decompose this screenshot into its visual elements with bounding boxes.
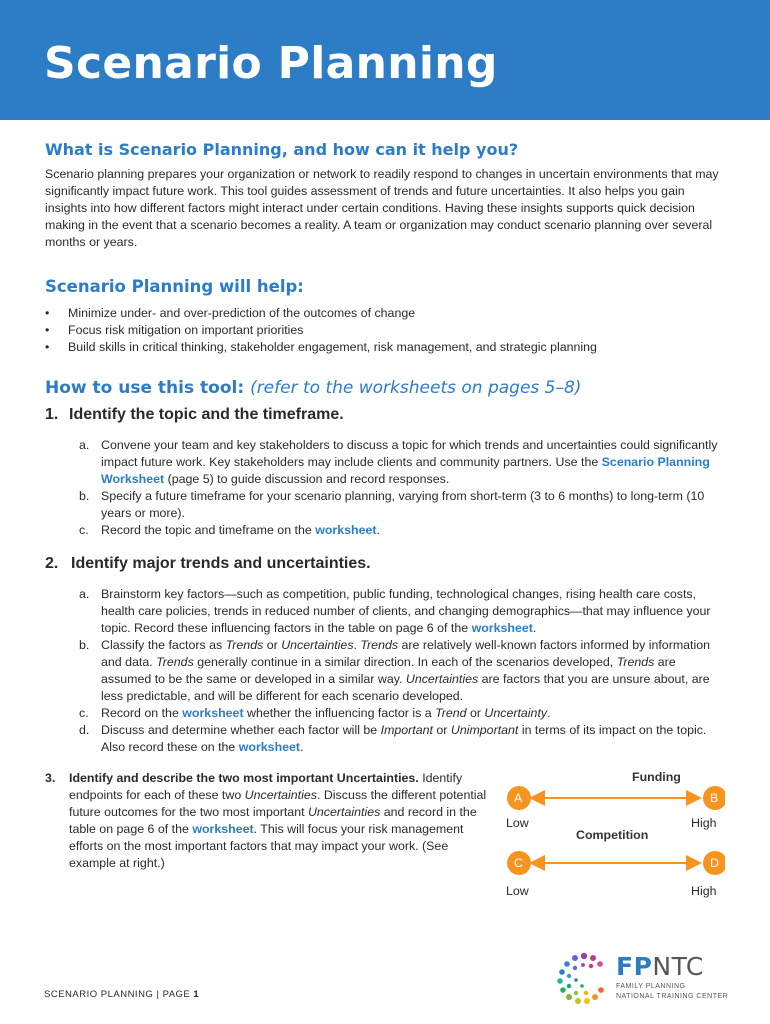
step-1-heading xyxy=(45,406,725,424)
logo-dots-icon xyxy=(554,950,612,1006)
step-3-text xyxy=(45,770,490,872)
step-2-number: 2. xyxy=(45,555,59,572)
substep-letter: b. xyxy=(79,638,90,652)
italic-term: Uncertainties xyxy=(244,788,317,802)
funding-label: Funding xyxy=(632,770,681,784)
help-bullet-item: • Minimize under- and over-prediction of the outcomes of change xyxy=(45,305,725,322)
page-footer xyxy=(44,989,199,1000)
text-run: whether the influencing factor is a xyxy=(243,706,436,720)
text-run: are assumed to be the same or developed in a similar way. xyxy=(101,655,676,686)
text-run: . xyxy=(532,621,537,635)
text-run: Discuss and determine whether each factor will be xyxy=(101,723,381,737)
text-run: . xyxy=(376,523,380,537)
how-heading-main: How to use this tool: xyxy=(45,378,245,398)
text-run: . Discuss the different potential future outcomes for the two most important xyxy=(69,788,487,819)
text-run: generally continue in a similar direction. In each of the scenarios developed, xyxy=(193,655,617,669)
high-label-2: High xyxy=(691,884,717,898)
section-what-heading: What is Scenario Planning, and how can it help you? xyxy=(45,140,519,159)
how-heading-refer: (refer to the worksheets on pages 5–8) xyxy=(250,378,582,398)
step-1c xyxy=(79,522,725,539)
step-2b xyxy=(79,637,725,705)
step-2-heading xyxy=(45,555,725,573)
circle-d-label: D xyxy=(710,856,719,870)
substep-text: Specify a future timeframe for your scenario planning, varying from short-term (3 to 6 months) to long-term (10 years or more). xyxy=(101,489,705,520)
italic-term: Uncertainty xyxy=(484,706,548,720)
step-2c xyxy=(79,705,725,722)
logo-subtitle xyxy=(616,982,728,1002)
uncertainty-diagram xyxy=(495,770,725,910)
text-run: . xyxy=(547,706,551,720)
step-2a xyxy=(79,586,725,637)
logo-fp: FP xyxy=(616,952,653,981)
substep-letter: a. xyxy=(79,438,90,452)
footer-label: SCENARIO PLANNING | PAGE xyxy=(44,989,194,1000)
italic-term: Important xyxy=(380,723,433,737)
substep-letter: a. xyxy=(79,587,90,601)
competition-label: Competition xyxy=(576,828,649,842)
help-bullet-list xyxy=(45,305,725,356)
low-label-2: Low xyxy=(506,884,529,898)
circle-c-label: C xyxy=(514,856,523,870)
page-title: Scenario Planning xyxy=(44,38,498,89)
section-how-heading xyxy=(45,376,725,400)
text-run: are relatively well-known factors informed by information and data. xyxy=(101,638,711,669)
section-what-body: Scenario planning prepares your organization or network to readily respond to changes in uncertain environments that may significantly impact future work. This tool guides assessment of trends and future uncertainties. It also helps you gain insights into how different factors might interact under certain conditions. Having these insights supports quick decision making in the event that a scenario becomes a reality. A team or organization may conduct scenario planning over several months or years. xyxy=(45,167,719,249)
step-1-substeps xyxy=(45,437,725,539)
text-run: Identify endpoints for each of these two xyxy=(69,771,463,802)
substep-text xyxy=(101,722,725,756)
help-bullet-item: • Build skills in critical thinking, stakeholder engagement, risk management, and strategic planning xyxy=(45,339,725,356)
italic-term: Trends xyxy=(225,638,264,652)
step-3-block xyxy=(45,770,725,910)
worksheet-link[interactable]: worksheet xyxy=(238,740,301,754)
substep-letter: b. xyxy=(79,489,90,503)
italic-term: Trends xyxy=(360,638,399,652)
worksheet-link[interactable]: worksheet xyxy=(315,523,377,537)
step-1-number: 1. xyxy=(45,406,59,423)
fpntc-logo xyxy=(554,950,734,1006)
step-2-title: Identify major trends and uncertainties. xyxy=(71,555,371,572)
substep-text xyxy=(101,637,725,705)
section-help-heading: Scenario Planning will help: xyxy=(45,277,304,296)
worksheet-link[interactable]: worksheet xyxy=(192,822,254,836)
circle-a-label: A xyxy=(514,791,523,805)
logo-wordmark xyxy=(616,952,704,981)
step-3-number: 3. xyxy=(45,771,56,785)
substep-letter: d. xyxy=(79,723,90,737)
header-band xyxy=(0,0,770,120)
text-run: (page 5) to guide discussion and record responses. xyxy=(164,472,450,486)
italic-term: Uncertainties xyxy=(307,805,381,819)
worksheet-link[interactable]: worksheet xyxy=(182,706,244,720)
italic-term: Uncertainties xyxy=(281,638,354,652)
text-run: . This will focus your risk management efforts on the most important factors that may impact your work. (See example at right.) xyxy=(69,822,464,870)
worksheet-link[interactable]: worksheet xyxy=(471,621,533,635)
text-run: Record on the xyxy=(101,706,183,720)
help-bullet-item: • Focus risk mitigation on important priorities xyxy=(45,322,725,339)
text-run: . xyxy=(353,638,361,652)
text-run: and record in the table on page 6 of the xyxy=(69,805,477,836)
logo-line-1: FAMILY PLANNING xyxy=(616,983,686,990)
step-1a xyxy=(79,437,725,488)
substep-letter: c. xyxy=(79,523,89,537)
logo-ntc: NTC xyxy=(652,952,704,981)
main-content xyxy=(45,138,725,910)
italic-term: Trend xyxy=(435,706,467,720)
step-1-title: Identify the topic and the timeframe. xyxy=(69,406,344,423)
text-run: . xyxy=(300,740,304,754)
footer-page-number: 1 xyxy=(193,989,200,1000)
logo-line-2: NATIONAL TRAINING CENTER xyxy=(616,993,729,1000)
scenario-worksheet-link[interactable]: Scenario Planning Worksheet xyxy=(101,455,710,486)
text-run: Classify the factors as xyxy=(101,638,226,652)
text-run: or xyxy=(263,638,282,652)
italic-term: Uncertainties xyxy=(405,672,479,686)
text-run: or xyxy=(432,723,451,737)
text-run: in terms of its impact on the topic. Also record these on the xyxy=(101,723,707,754)
low-label-1: Low xyxy=(506,816,529,830)
step-2d xyxy=(79,722,725,756)
substep-text xyxy=(101,586,725,637)
italic-term: Trends xyxy=(616,655,655,669)
step-3-title: Identify and describe the two most important Uncertainties. xyxy=(69,771,419,785)
substep-text xyxy=(101,437,725,488)
text-run: Brainstorm key factors—such as competition, public funding, technological changes, rising health care costs, health care policies, trends in reduced number of clients, and changing demographics—that may influence your topic. Record these influencing factors in the table on page 6 of the xyxy=(101,587,711,635)
step-2-substeps xyxy=(45,586,725,756)
italic-term: Trends xyxy=(156,655,194,669)
text-run: are factors that you are unsure about, are less predictable, and will be different for each scenario developed. xyxy=(101,672,710,703)
text-run: or xyxy=(466,706,485,720)
high-label-1: High xyxy=(691,816,717,830)
step-1b xyxy=(79,488,725,522)
text-run: Convene your team and key stakeholders to discuss a topic for which trends and uncertainties could significantly impact future work. Key stakeholders may include clients and community partners. Use the xyxy=(101,438,718,469)
substep-letter: c. xyxy=(79,706,89,720)
circle-b-label: B xyxy=(710,791,719,805)
italic-term: Unimportant xyxy=(450,723,519,737)
substep-text xyxy=(101,705,551,722)
substep-text xyxy=(101,522,380,539)
text-run: Record the topic and timeframe on the xyxy=(101,523,316,537)
step-3-body xyxy=(69,770,490,872)
